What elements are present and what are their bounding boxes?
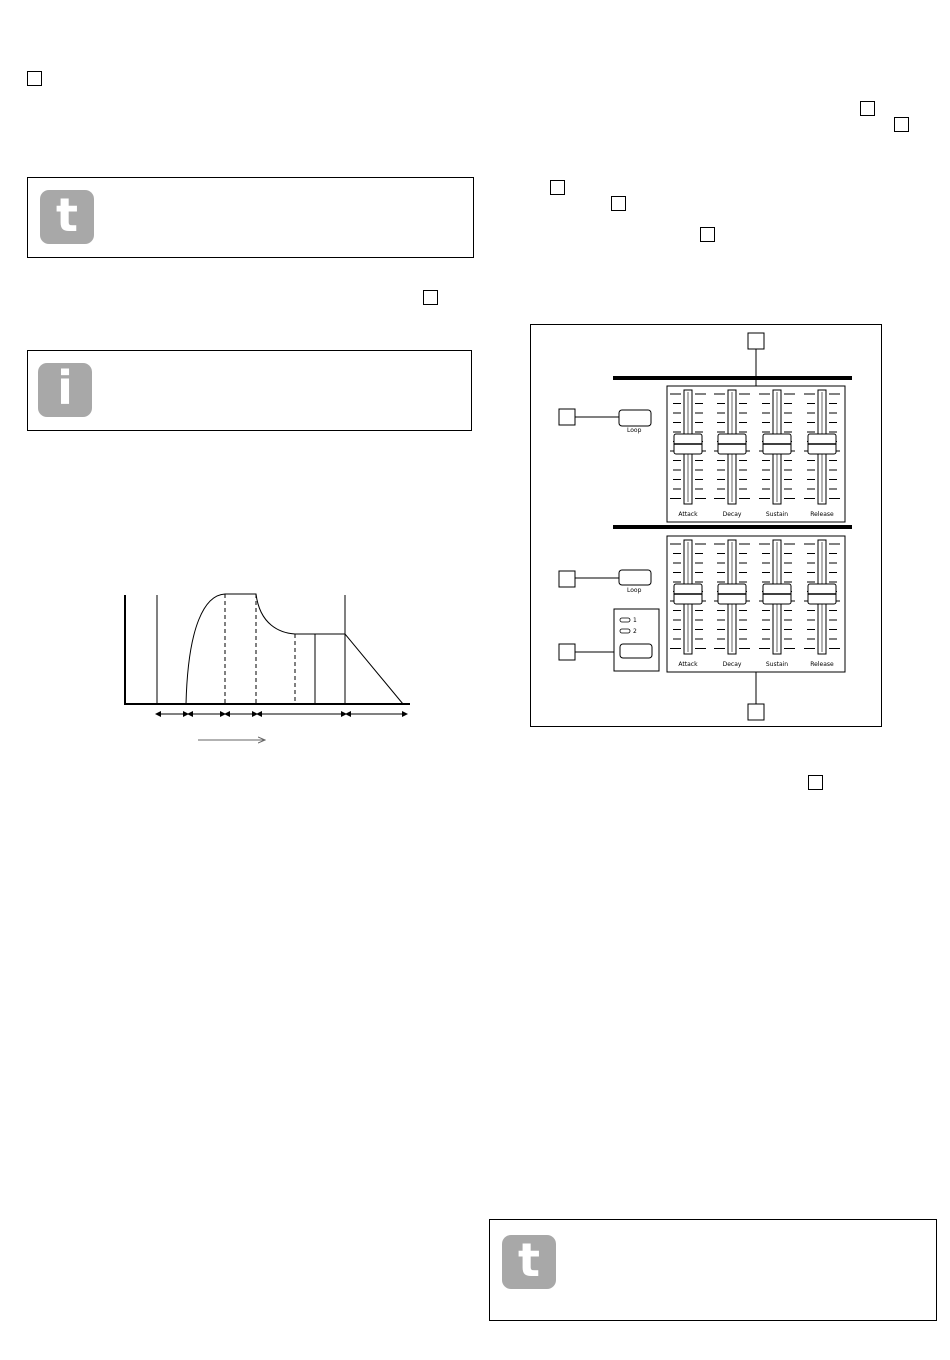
envelope-panel-drawing	[530, 324, 882, 727]
slider-label-attack: Attack	[678, 661, 698, 668]
callout-marker	[559, 571, 575, 587]
callout-marker	[748, 704, 764, 720]
callout-marker	[611, 196, 626, 211]
tip-icon	[40, 190, 94, 244]
slider-label-attack: Attack	[678, 511, 698, 518]
callout-marker	[860, 101, 875, 116]
callout-marker	[550, 180, 565, 195]
tip-icon-glyph: t	[518, 1233, 540, 1287]
info-icon-glyph: i	[57, 361, 73, 415]
tip-box	[27, 177, 474, 258]
info-icon	[38, 363, 92, 417]
section-bar	[613, 376, 852, 380]
envelope-diagram	[110, 585, 430, 755]
slider-release-upper[interactable]	[804, 390, 840, 504]
slider-decay-lower[interactable]	[714, 540, 750, 654]
tip-icon	[502, 1235, 556, 1289]
callout-marker	[27, 71, 42, 86]
slider-label-decay: Decay	[722, 661, 742, 668]
info-box	[27, 350, 472, 431]
callout-marker	[559, 409, 575, 425]
callout-marker	[808, 775, 823, 790]
loop-label-upper: Loop	[627, 427, 642, 434]
slider-label-sustain: Sustain	[765, 661, 789, 668]
callout-marker	[423, 290, 438, 305]
callout-marker	[559, 644, 575, 660]
led-1-label: 1	[633, 617, 637, 624]
led-1	[620, 618, 630, 622]
tip-icon-glyph: t	[56, 188, 78, 242]
led-2	[620, 629, 630, 633]
slider-attack-lower[interactable]	[670, 540, 706, 654]
callout-marker	[700, 227, 715, 242]
loop-button-upper[interactable]	[619, 410, 651, 426]
led-2-label: 2	[633, 628, 637, 635]
slider-decay-upper[interactable]	[714, 390, 750, 504]
slider-label-decay: Decay	[722, 511, 742, 518]
slider-attack-upper[interactable]	[670, 390, 706, 504]
callout-marker	[748, 333, 764, 349]
slider-label-sustain: Sustain	[765, 511, 789, 518]
slider-sustain-upper[interactable]	[759, 390, 795, 504]
loop-label-lower: Loop	[627, 587, 642, 594]
slider-label-release: Release	[810, 511, 834, 518]
section-bar	[613, 525, 852, 529]
envelope-select-button[interactable]	[620, 644, 652, 658]
slider-label-release: Release	[810, 661, 834, 668]
slider-release-lower[interactable]	[804, 540, 840, 654]
slider-sustain-lower[interactable]	[759, 540, 795, 654]
callout-marker	[894, 117, 909, 132]
loop-button-lower[interactable]	[619, 570, 651, 585]
tip-box	[489, 1219, 937, 1321]
